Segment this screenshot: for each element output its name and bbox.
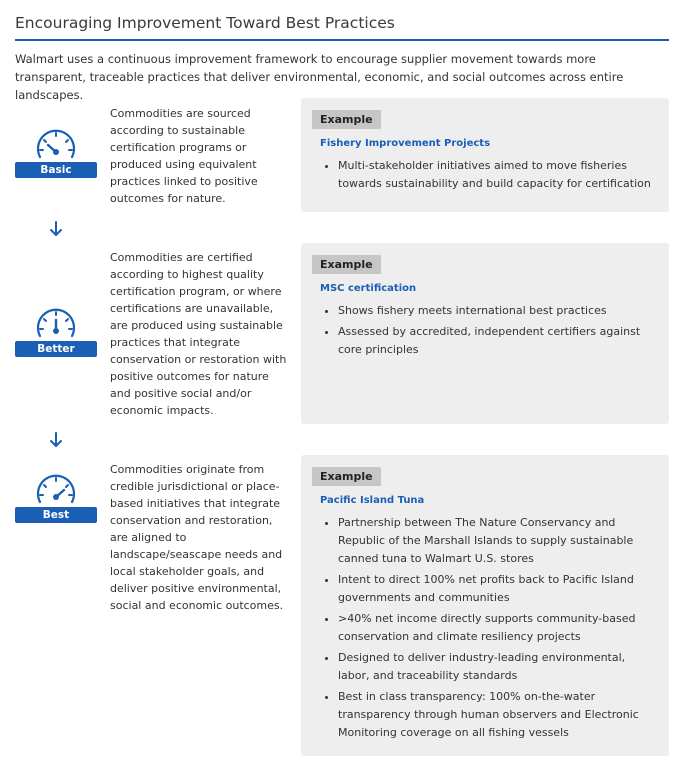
tier-best-example-panel [301,455,669,756]
list-item: • Designed to deliver industry-leading environmental, labor, and traceability standards [338,649,657,685]
tier-best-description: Commodities originate from credible jurisdictional or place-based initiatives that integrate conservation and restoration, are aligned to landscape/seascape needs and local stakeholder goals, and deliver positive environmental, social and economic outcomes. [110,463,284,612]
example-title: Pacific Island Tuna [320,495,425,506]
list-item: • Shows fishery meets international best practices [338,302,657,320]
list-item: • Intent to direct 100% net profits back to Pacific Island governments and communities [338,571,657,607]
tier-badge-basic: Basic [15,162,97,178]
tier-badge-best: Best [15,507,97,523]
list-item: • Best in class transparency: 100% on-the-water transparency through human observers and Electronic Monitoring coverage on all fishing vessels [338,688,657,742]
arrow-down-icon [46,220,66,238]
list-item: • Assessed by accredited, independent certifiers against core principles [338,323,657,359]
list-item: • >40% net income directly supports community-based conservation and climate resiliency projects [338,610,657,646]
tier-badge-better: Better [15,341,97,357]
tier-best-indicator [15,473,97,523]
list-item: • Multi-stakeholder initiatives aimed to move fisheries towards sustainability and build capacity for certification [338,157,657,193]
tier-better-example-panel [301,243,669,424]
intro-paragraph: Walmart uses a continuous improvement framework to encourage supplier movement towards more transparent, traceable practices that deliver environmental, economic, and social outcomes across entire landscapes. [15,52,624,102]
tier-better-indicator [15,307,97,357]
example-tag: Example [312,467,381,486]
tier-basic-example-panel [301,98,669,212]
page-title: Encouraging Improvement Toward Best Practices [15,14,669,41]
example-tag: Example [312,110,381,129]
list-item: • Partnership between The Nature Conservancy and Republic of the Marshall Islands to supply sustainable canned tuna to Walmart U.S. stores [338,514,657,568]
example-title: Fishery Improvement Projects [320,138,491,149]
tier-basic-description: Commodities are sourced according to sustainable certification programs or produced using equivalent practices linked to positive outcomes for nature. [110,107,258,205]
arrow-down-icon [46,431,66,449]
tier-better-description: Commodities are certified according to highest quality certification program, or where certifications are unavailable, are produced using sustainable practices that integrate conservation or restoration with positive outcomes for nature and positive social and/or economic impacts. [110,251,287,417]
tier-basic-indicator [15,128,97,178]
gauge-icon [35,307,77,339]
example-bullets [313,157,657,193]
example-tag: Example [312,255,381,274]
example-bullets [313,514,657,742]
gauge-icon [35,473,77,505]
gauge-icon [35,128,77,160]
example-title: MSC certification [320,283,417,294]
example-bullets [313,302,657,359]
